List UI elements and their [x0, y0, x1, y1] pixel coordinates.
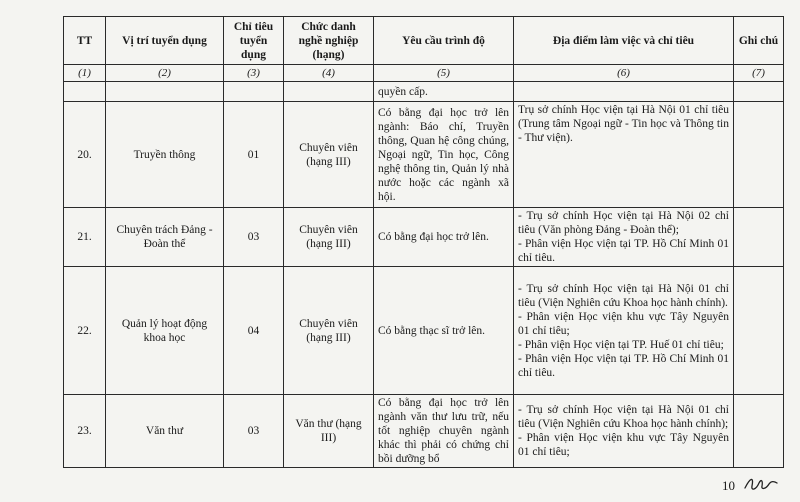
continuation-text: quyền cấp. — [374, 82, 514, 102]
row-note — [734, 208, 784, 267]
row-location — [514, 208, 734, 267]
row-note — [734, 102, 784, 208]
recruitment-table — [63, 16, 784, 468]
row-location — [514, 102, 734, 208]
table-row — [64, 208, 784, 267]
location-line: - Phân viện Học viện khu vực Tây Nguyên 01 chỉ tiêu; — [518, 432, 729, 458]
header-note: Ghi chú — [734, 17, 784, 65]
location-line: - Phân viện Học viện tại TP. Huế 01 chỉ tiêu; — [518, 338, 724, 351]
location-line: - Phân viện Học viện tại TP. Hồ Chí Minh 01 chỉ tiêu. — [518, 238, 729, 264]
column-index: (5) — [374, 65, 514, 82]
row-quota: 04 — [224, 267, 284, 395]
column-index: (2) — [106, 65, 224, 82]
continuation-row — [64, 82, 784, 102]
row-tt: 23. — [64, 395, 106, 468]
header-quota: Chỉ tiêu tuyển dụng — [224, 17, 284, 65]
row-note — [734, 395, 784, 468]
column-index: (1) — [64, 65, 106, 82]
location-line: - Trụ sở chính Học viện tại Hà Nội 01 chỉ tiêu (Viện Nghiên cứu Khoa học hành chính). — [518, 282, 729, 309]
column-index: (3) — [224, 65, 284, 82]
column-index-row — [64, 65, 784, 82]
row-requirement: Có bằng đại học trở lên ngành văn thư lưu trữ, nếu tốt nghiệp chuyên ngành khác thì phải có chứng chỉ bồi dưỡng bổ — [374, 395, 514, 468]
header-location: Địa điểm làm việc và chỉ tiêu — [514, 17, 734, 65]
table-row — [64, 395, 784, 468]
row-position: Chuyên trách Đảng - Đoàn thể — [106, 208, 224, 267]
row-title: Chuyên viên (hạng III) — [284, 267, 374, 395]
column-index: (6) — [514, 65, 734, 82]
column-index: (4) — [284, 65, 374, 82]
row-requirement: Có bằng đại học trở lên ngành: Báo chí, Truyền thông, Quan hệ công chúng, Ngoại ngữ, Tin học, Công nghệ thông tin, Quản lý nhà nước hoặc các ngành xã hội. — [374, 102, 514, 208]
row-quota: 03 — [224, 208, 284, 267]
page-number: 10 — [722, 478, 735, 493]
table-row — [64, 102, 784, 208]
location-line: - Trụ sở chính Học viện tại Hà Nội 01 chỉ tiêu (Viện Nghiên cứu Khoa học hành chính); — [518, 404, 729, 430]
row-tt: 22. — [64, 267, 106, 395]
column-index: (7) — [734, 65, 784, 82]
header-row — [64, 17, 784, 65]
row-quota: 03 — [224, 395, 284, 468]
row-tt: 21. — [64, 208, 106, 267]
row-location — [514, 267, 734, 395]
location-line: - Trụ sở chính Học viện tại Hà Nội 02 chỉ tiêu (Văn phòng Đảng - Đoàn thể); — [518, 210, 729, 236]
row-tt: 20. — [64, 102, 106, 208]
row-title: Chuyên viên (hạng III) — [284, 208, 374, 267]
initials-signature-icon — [742, 474, 782, 494]
row-title: Chuyên viên (hạng III) — [284, 102, 374, 208]
row-title: Văn thư (hạng III) — [284, 395, 374, 468]
table-row — [64, 267, 784, 395]
row-position: Quản lý hoạt động khoa học — [106, 267, 224, 395]
row-position: Truyền thông — [106, 102, 224, 208]
location-line: - Phân viện Học viện tại TP. Hồ Chí Minh 01 chỉ tiêu. — [518, 352, 729, 379]
row-note — [734, 267, 784, 395]
row-location — [514, 395, 734, 468]
location-line: Trụ sở chính Học viện tại Hà Nội 01 chỉ tiêu (Trung tâm Ngoại ngữ - Tin học và Thông tin - Thư viện). — [518, 104, 729, 144]
row-position: Văn thư — [106, 395, 224, 468]
header-position: Vị trí tuyển dụng — [106, 17, 224, 65]
header-title: Chức danh nghề nghiệp (hạng) — [284, 17, 374, 65]
header-requirement: Yêu cầu trình độ — [374, 17, 514, 65]
row-quota: 01 — [224, 102, 284, 208]
row-requirement: Có bằng đại học trở lên. — [374, 208, 514, 267]
location-line: - Phân viện Học viện khu vực Tây Nguyên 01 chỉ tiêu; — [518, 310, 729, 337]
row-requirement: Có bằng thạc sĩ trở lên. — [374, 267, 514, 395]
header-tt: TT — [64, 17, 106, 65]
